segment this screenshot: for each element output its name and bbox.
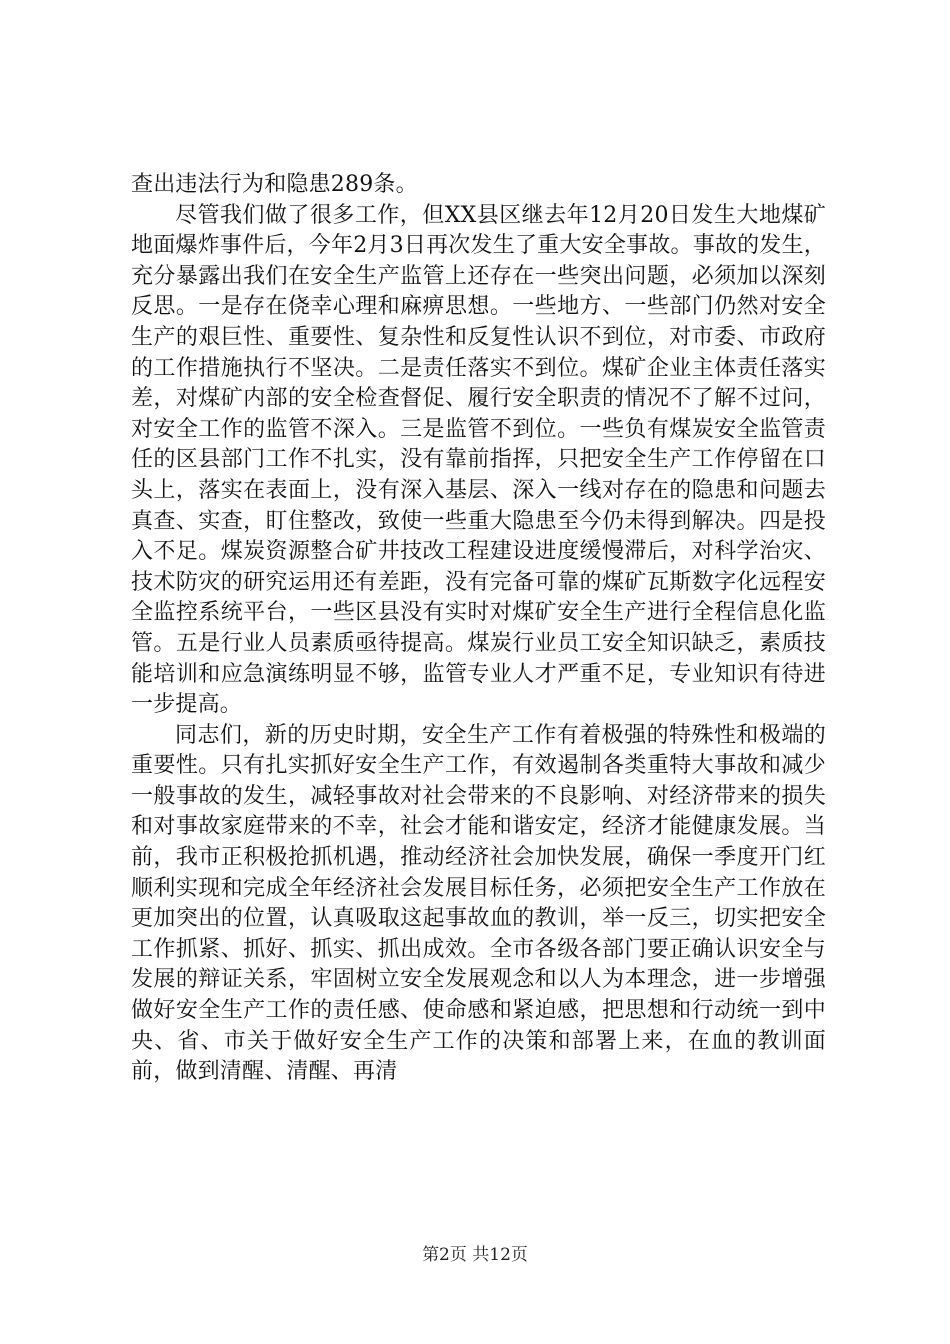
document-body — [131, 170, 826, 1088]
paragraph-1: 查出违法行为和隐患289条。 — [131, 172, 418, 197]
paragraph-2: 尽管我们做了很多工作，但XX县区继去年12月20日发生大地煤矿地面爆炸事件后，今年2月3日再次发生了重大安全事故。事故的发生，充分暴露出我们在安全生产监管上还存在一些突出问题，必须加以深刻反思。一是存在侥幸心理和麻痹思想。一些地方、一些部门仍然对安全生产的艰巨性、重要性、复杂性和反复性认识不到位，对市委、市政府的工作措施执行不坚决。二是责任落实不到位。煤矿企业主体责任落实差，对煤矿内部的安全检查督促、履行安全职责的情况不了解不过问，对安全工作的监管不深入。三是监管不到位。一些负有煤炭安全监管责任的区县部门工作不扎实，没有靠前指挥，只把安全生产工作停留在口头上，落实在表面上，没有深入基层、深入一线对存在的隐患和问题去真查、实查，盯住整改，致使一些重大隐患至今仍未得到解决。四是投入不足。煤炭资源整合矿井技改工程建设进度缓慢滞后，对科学治灾、技术防灾的研究运用还有差距，没有完备可靠的煤矿瓦斯数字化远程安全监控系统平台，一些区县没有实时对煤矿安全生产进行全程信息化监管。五是行业人员素质亟待提高。煤炭行业员工安全知识缺乏，素质技能培训和应急演练明显不够，监管专业人才严重不足，专业知识有待进一步提高。 — [131, 202, 826, 718]
page-footer: 第2页 共12页 — [422, 1245, 528, 1265]
paragraph-3: 同志们，新的历史时期，安全生产工作有着极强的特殊性和极端的重要性。只有扎实抓好安全生产工作，有效遏制各类重特大事故和减少一般事故的发生，减轻事故对社会带来的不良影响、对经济带来的损失和对事故家庭带来的不幸，社会才能和谐安定，经济才能健康发展。当前，我市正积极抢抓机遇，推动经济社会加快发展，确保一季度开门红顺利实现和完成全年经济社会发展目标任务，必须把安全生产工作放在更加突出的位置，认真吸取这起事故血的教训，举一反三，切实把安全工作抓紧、抓好、抓实、抓出成效。全市各级各部门要正确认识安全与发展的辩证关系，牢固树立安全发展观念和以人为本理念，进一步增强做好安全生产工作的责任感、使命感和紧迫感，把思想和行动统一到中央、省、市关于做好安全生产工作的决策和部署上来，在血的教训面前，做到清醒、清醒、再清 — [131, 722, 826, 1085]
